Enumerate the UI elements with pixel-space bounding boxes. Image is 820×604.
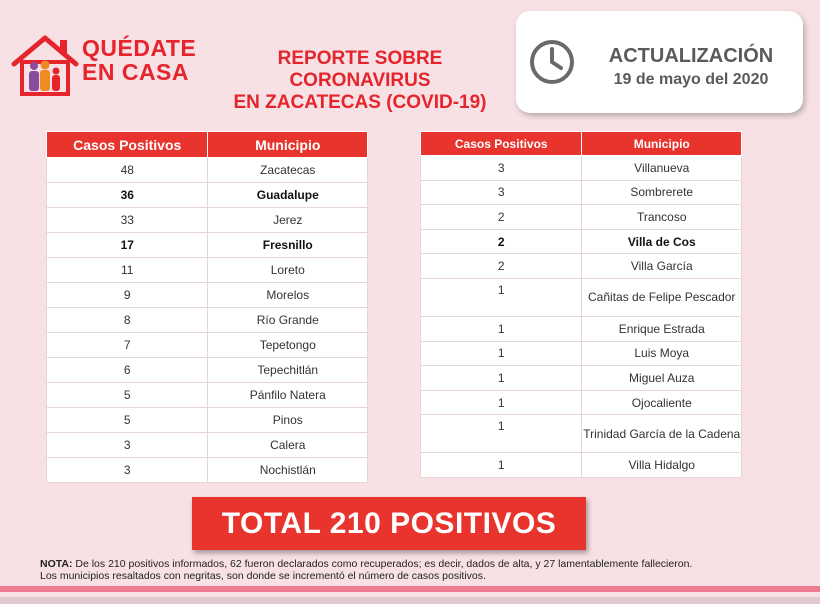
clock-icon [528, 38, 576, 86]
cell-municipio: Zacatecas [208, 158, 368, 183]
header-casos-positivos: Casos Positivos [421, 132, 582, 156]
header-municipio: Municipio [208, 132, 368, 158]
cell-casos: 1 [421, 453, 582, 478]
cell-municipio: Tepetongo [208, 333, 368, 358]
cell-casos: 33 [47, 208, 208, 233]
logo-text [82, 36, 196, 84]
table-row [47, 358, 368, 383]
bottom-bar [0, 586, 820, 592]
table-row [421, 341, 742, 366]
logo-line1: QUÉDATE [82, 35, 197, 61]
logo-line2: EN CASA [82, 59, 190, 85]
cell-municipio: Loreto [208, 258, 368, 283]
table-row [47, 333, 368, 358]
cell-municipio: Luis Moya [582, 341, 742, 366]
cell-casos: 1 [421, 390, 582, 415]
cell-municipio: Cañitas de Felipe Pescador [582, 278, 742, 316]
table-row [421, 415, 742, 453]
cell-casos: 1 [421, 341, 582, 366]
cell-municipio: Villa Hidalgo [582, 453, 742, 478]
report-line2: EN ZACATECAS (COVID-19) [233, 92, 487, 113]
table-row [47, 383, 368, 408]
cell-municipio: Tepechitlán [208, 358, 368, 383]
table-row [47, 458, 368, 483]
table-row [421, 316, 742, 341]
cell-casos: 1 [421, 415, 582, 453]
table-row [421, 453, 742, 478]
note-label: NOTA: [40, 558, 73, 570]
note [40, 558, 800, 582]
table-row [421, 156, 742, 181]
cases-table-right [420, 131, 742, 478]
cell-municipio: Río Grande [208, 308, 368, 333]
cell-municipio: Calera [208, 433, 368, 458]
table-row [421, 254, 742, 279]
cell-casos: 1 [421, 278, 582, 316]
cell-municipio: Trinidad García de la Cadena [582, 415, 742, 453]
report-line1: REPORTE SOBRE CORONAVIRUS [277, 48, 443, 91]
cell-casos: 11 [47, 258, 208, 283]
table-row [47, 233, 368, 258]
table-header-row [421, 132, 742, 156]
update-box [516, 11, 803, 113]
table-row [47, 433, 368, 458]
cell-casos: 17 [47, 233, 208, 258]
cell-municipio: Morelos [208, 283, 368, 308]
header-municipio: Municipio [582, 132, 742, 156]
cell-municipio: Fresnillo [208, 233, 368, 258]
cell-municipio: Villanueva [582, 156, 742, 181]
table-row [47, 183, 368, 208]
total-banner: TOTAL 210 POSITIVOS [192, 497, 586, 550]
cell-municipio: Guadalupe [208, 183, 368, 208]
cell-casos: 36 [47, 183, 208, 208]
cell-casos: 8 [47, 308, 208, 333]
cell-municipio: Nochistlán [208, 458, 368, 483]
cases-table-left [46, 131, 368, 483]
cell-casos: 7 [47, 333, 208, 358]
cell-casos: 3 [421, 180, 582, 205]
table-row [47, 258, 368, 283]
note-line1 [40, 558, 800, 570]
cell-casos: 3 [47, 433, 208, 458]
table-row [47, 283, 368, 308]
cell-municipio: Trancoso [582, 205, 742, 230]
cell-casos: 6 [47, 358, 208, 383]
cell-municipio: Pánfilo Natera [208, 383, 368, 408]
cell-municipio: Enrique Estrada [582, 316, 742, 341]
header-casos-positivos: Casos Positivos [47, 132, 208, 158]
update-label: ACTUALIZACIÓN [608, 45, 774, 67]
house-family-icon [10, 32, 80, 98]
cell-casos: 5 [47, 383, 208, 408]
bottom-bar-secondary [0, 597, 820, 604]
cell-casos: 3 [421, 156, 582, 181]
cell-municipio: Sombrerete [582, 180, 742, 205]
cell-casos: 1 [421, 316, 582, 341]
cell-casos: 2 [421, 229, 582, 254]
cell-casos: 48 [47, 158, 208, 183]
cell-municipio: Jerez [208, 208, 368, 233]
table-row [421, 366, 742, 391]
update-date: 19 de mayo del 2020 [613, 71, 769, 88]
note-line2: Los municipios resaltados con negritas, son donde se incrementó el número de casos positivos. [40, 570, 486, 582]
cell-casos: 2 [421, 254, 582, 279]
cell-casos: 3 [47, 458, 208, 483]
table-row [47, 408, 368, 433]
cell-municipio: Miguel Auza [582, 366, 742, 391]
table-row [421, 180, 742, 205]
report-title [206, 48, 514, 114]
table-row [47, 308, 368, 333]
table-row [421, 390, 742, 415]
cell-casos: 5 [47, 408, 208, 433]
cell-municipio: Pinos [208, 408, 368, 433]
header [0, 0, 820, 125]
cell-municipio: Villa de Cos [582, 229, 742, 254]
cell-municipio: Villa García [582, 254, 742, 279]
cell-municipio: Ojocaliente [582, 390, 742, 415]
table-row [421, 278, 742, 316]
cell-casos: 1 [421, 366, 582, 391]
note-text1: De los 210 positivos informados, 62 fueron declarados como recuperados; es decir, dados de alta, y 27 lamentablemente fallecieron. [72, 558, 693, 570]
table-row [421, 205, 742, 230]
cell-casos: 9 [47, 283, 208, 308]
table-row [421, 229, 742, 254]
cell-casos: 2 [421, 205, 582, 230]
table-row [47, 158, 368, 183]
table-row [47, 208, 368, 233]
table-header-row [47, 132, 368, 158]
